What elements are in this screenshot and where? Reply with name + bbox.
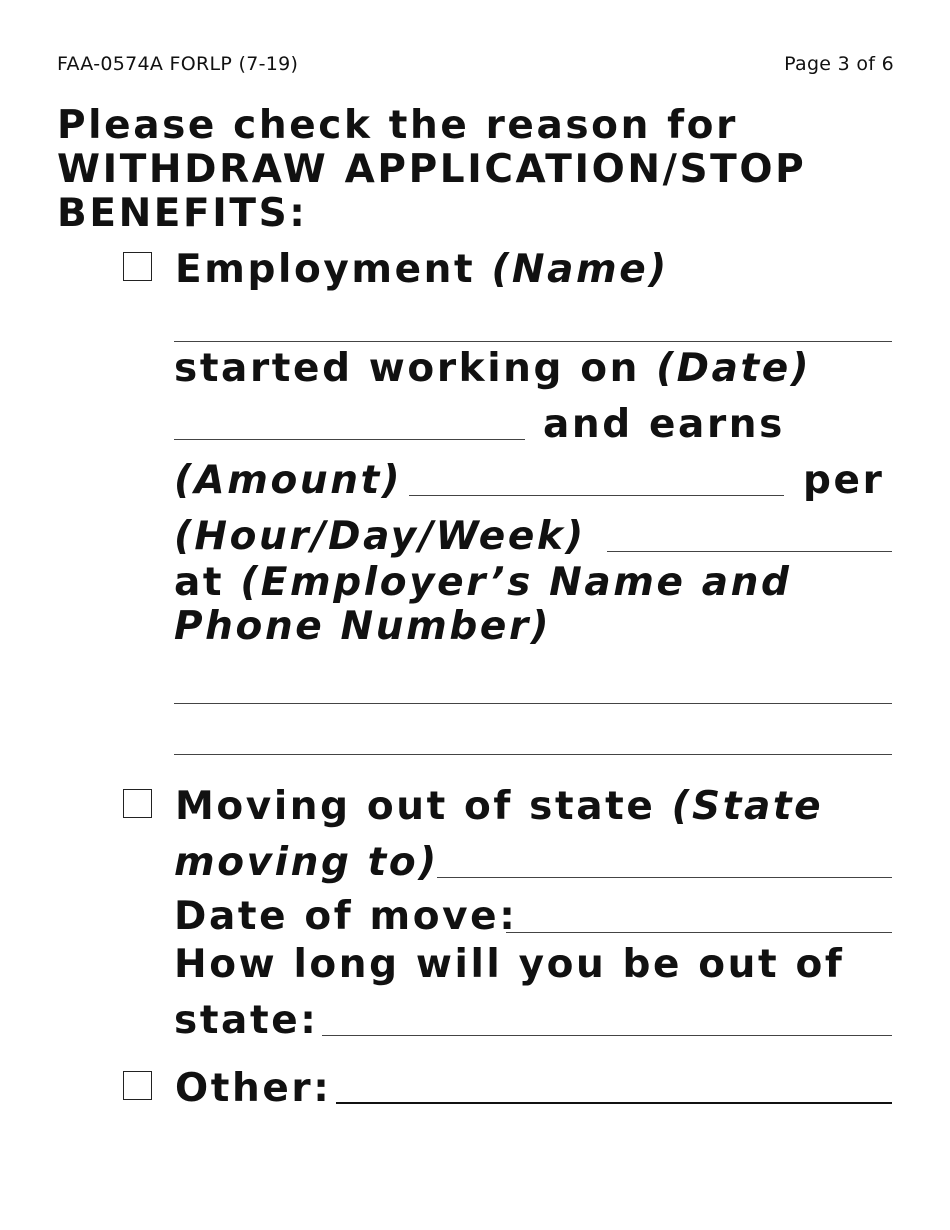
amount-hint: (Amount) (174, 458, 403, 503)
state-field[interactable] (437, 877, 892, 878)
employment-label: Employment (Name) (175, 247, 669, 292)
started-working-label: started working on (Date) (174, 346, 812, 391)
moving-label: Moving out of state (State (175, 784, 824, 829)
state-hint: (State (671, 784, 824, 829)
moving-checkbox[interactable] (123, 789, 152, 818)
amount-field[interactable] (409, 495, 784, 496)
employer-label: at (Employer’s Name and (174, 560, 792, 605)
employer-hint-line2: Phone Number) (174, 604, 552, 649)
date-hint: (Date) (656, 346, 812, 391)
other-field[interactable] (336, 1102, 892, 1104)
per-label: per (803, 458, 885, 503)
how-long-field[interactable] (322, 1035, 892, 1036)
name-hint: (Name) (491, 247, 669, 292)
employer-field-line2[interactable] (174, 754, 892, 755)
period-hint: (Hour/Day/Week) (174, 514, 586, 559)
form-id: FAA-0574A FORLP (7-19) (57, 53, 299, 75)
employer-field-line1[interactable] (174, 703, 892, 704)
page-title: Please check the reason for WITHDRAW APPLICATION/STOP BENEFITS: (57, 103, 807, 236)
other-checkbox[interactable] (123, 1071, 152, 1100)
employment-checkbox[interactable] (123, 252, 152, 281)
other-label: Other: (175, 1066, 332, 1111)
date-of-move-field[interactable] (506, 932, 892, 933)
state-hint-line2: moving to) (174, 840, 439, 885)
date-of-move-label: Date of move: (174, 894, 518, 939)
how-long-label-line2: state: (174, 998, 319, 1043)
start-date-field[interactable] (174, 439, 525, 440)
period-field[interactable] (607, 551, 892, 552)
and-earns-label: and earns (543, 402, 785, 447)
employer-hint: (Employer’s Name and (240, 560, 792, 605)
page-number: Page 3 of 6 (784, 53, 894, 75)
how-long-label: How long will you be out of (174, 942, 845, 987)
employment-name-field[interactable] (174, 341, 892, 342)
